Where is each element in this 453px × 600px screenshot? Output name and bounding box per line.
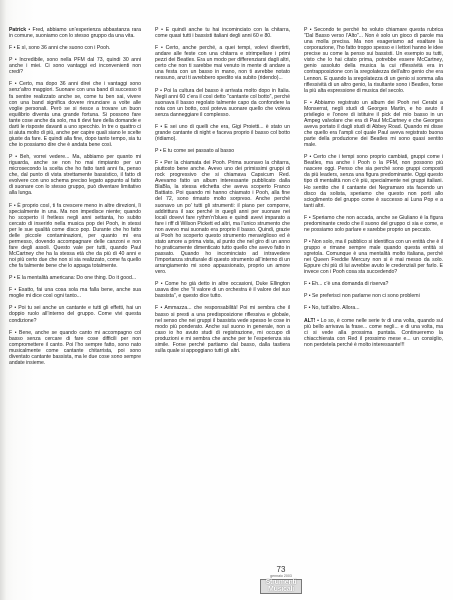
interview-paragraph: [9, 27, 141, 39]
paragraph-text: F • Certo, ma dopo 36 anni direi che i vantaggi sono senz’altro maggiori. Suonare con una band di successo ti fa sentire realizzato anche se, come tu ben sai, vivere con una band significa dovere rinunciare a volte alle voglie personali. Però se si riesce a trovare un buon equilibrio diventa una grande fortuna. Si possono fare tante cose anche da solo, ma ti devi fare della domande e darti le risposte davanti a uno specchio. In tre o quattro ci si aiuta molto di più, anche per capire quali siano le scelte giuste da fare. E quindi alla fine, dopo tanto tempo, sia tu che io possiamo dire che è andata bene così.: [9, 81, 141, 148]
paragraph-text: F • Esatto, fai una cosa sola ma falla bene, anche sua moglie mi dice così ogni tanto...: [9, 287, 141, 300]
issue-date: gennaio 2003: [270, 574, 292, 578]
interview-paragraph: [304, 293, 443, 299]
paragraph-text: F • Speriamo che non accada, anche se Giuliano è la figura predominante credo che il suono del gruppo ci sia e come, e ne possiamo solo parlare e sarebbe proprio un peccato.: [304, 214, 443, 233]
paragraph-text: P • Non solo, ma il pubblico si identifica con un entità che è il gruppo e rimane sempre male quando questa entità si sgretola. Comunque è una mentalità molto italiana, perché nei Queen Freddie Mercury non si è mai messo da solo. Eppure chi più di lui avrebbe avuto le credenziali per farlo. E invece con i Pooh cosa sta succedendo?: [304, 238, 443, 276]
text-column-2: [155, 27, 290, 360]
page-folio: [255, 566, 307, 594]
paragraph-text: P • Incredibile, sono nella PFM dal 73, quindi 30 anni anche i miei. Ci sono vantaggi ed inconvenienti non credi?: [9, 57, 141, 76]
interview-paragraph: [9, 275, 141, 281]
paragraph-text: F • E sei uno di quelli che era, Gigi Proietti... è stato un grande cantante di night e faceva proprio il basso col botto (ridiamo).: [155, 123, 290, 142]
interview-paragraph: [9, 330, 141, 366]
paragraph-text: F • Per la chiamata dei Pooh. Prima suonavo la chitarra, piuttosto bene anche. Avevo uno dei primissimi gruppi di rock progressivo che si chiamava Capsicum Red. Avevamo fatto un album interessante pubblicato dalla BlaBla, la stessa etichetta che aveva scoperto Franco Battiato. Poi quando mi hanno chiamato i Pooh, alla fine del 72, sono rimasto molto sorpreso. Anche perché suonavo un po’ tutti gli strumenti: il piano per comporre, addirittura il sax perché in quegli anni per suonare nei locali dovevi fare rythm’n’blues e quindi avevi imparato a fare i riff di Wilson Pickett ed altri, ma l’unico strumento che non avevo mai suonato era proprio il basso. Quindi, grazie ai Pooh ho scoperto questo strumento meraviglioso ed è stato amore a prima vista, al punto che nel giro di un anno ho praticamente dimenticato tutto quello che avevo fatto in passato. Quando ho incominciato ad intravedere l’importanza strutturale di questo strumento all’interno di un arrangiamento mi sono appassionato, proprio un amore vero.: [155, 160, 290, 276]
paragraph-text: P • E la mentalità americana: Do one thing. Do it good...: [9, 275, 137, 282]
interview-paragraph: [304, 318, 443, 348]
interview-paragraph: [9, 203, 141, 270]
interview-paragraph: [155, 27, 290, 39]
interview-paragraph: [304, 305, 443, 311]
interview-paragraph: [9, 305, 141, 323]
interview-paragraph: [155, 124, 290, 142]
interview-paragraph: [304, 100, 443, 149]
interview-paragraph: [304, 27, 443, 94]
paragraph-text: P • E tu come sei passato al basso: [155, 148, 235, 154]
interview-paragraph: [155, 88, 290, 118]
interview-paragraph: [304, 239, 443, 275]
paragraph-text: P • Beh, vorrei vedere... Ma, abbiamo per quanto mi riguarda, anche se non ho mai rimpianto per un microsecondo la scelta che ho fatto tanti anni fa, penso che, dal punto di vista strettamente bassistico, il fatto di evolvere con uno schema preciso legato appunto al fatto di suonare con lo stesso gruppo, può diventare limitativo alla lunga.: [9, 154, 141, 197]
text-column-3: [304, 27, 443, 354]
magazine-logo: [260, 579, 302, 594]
paragraph-text: F • E sì, sono 36 anni che suono con i Pooh.: [9, 45, 111, 52]
interview-paragraph: [304, 215, 443, 233]
paragraph-text: F • È proprio così, ti fa crescere meno in altre direzioni, lì specialmente in una. Ma non impedisce niente; quando ho scoperto il fretless negli anni settanta, ho subito cercato di inserirlo nella musica pop dei Pooh, in stessi per le sue qualità come disco pop. Durante che ho fatto delle piccole contaminazioni, per quanto mi era permesso, dovendo accompagnare delle canzoni e non fare degli assoli. Questo vale per tutti, quando Paul McCartney che ha la stessa età che da più di 40 anni e noi più certo due che non si sia realizzato, come fa quello che fa talmente bene che lo appaga totalmente.: [9, 202, 141, 270]
paragraph-text: F • Bene, anche se quando canto mi accompagno col basso senza cercare di fare cose difficili per non compromettere il canto. Poi l’ho sempre fatto, sono nato musicalmente come cantante chitarrista, poi sono diventato cantante bassista, ma le due cose sono sempre andate insieme.: [9, 329, 141, 366]
interview-paragraph: [9, 45, 141, 51]
interview-paragraph: [304, 281, 443, 287]
paragraph-text: P • Poi tu sei anche un cantante e tutti gli effetti, hai un doppio ruolo all’interno del gruppo. Come vivi questa condizione?: [9, 305, 141, 324]
paragraph-text: F • Eh... c’è una domanda di riserva?: [304, 281, 389, 288]
interview-paragraph: [155, 160, 290, 275]
paragraph-text: F • Certo, anche perché, a quei tempi, volevi divertirti, andare alle feste con una chitarra e strimpellare i primi pezzi dei Beatles. Era un modo per differenziarsi dagli altri, certo che non ti sarebbe mai venuto in mente di andare a una festa con un basso in mano, non ti avrebbe notato nessuno, anzi ti avrebbero spedito via subito (ridendo)...: [155, 45, 290, 82]
paragraph-text: P • Se preferisci non parlarne non ci sono problemi: [304, 293, 420, 300]
magazine-logo-line-2: Musicali: [267, 585, 295, 593]
paragraph-text: P • Secondo te perché ho voluto chiamare questa rubrica “Dal Basso verso l’Alto”... Non è solo un gioco di parole ma una molla precisa. Ma non esageriamo ad esaltare la corporazione, l’ho fatto troppo spesso e i lettori hanno le idee precise su come la penso sui bassisti. Un esempio su tutti, visto che lo hai citato prima, potrebbe essere McCartney, genio assoluto della musica la cui riflessività era in contrapposizione con la sregolatezza dell’altro genio che era Lennon. E quando la sregolatezza di un genio si somma alla riflessività di un altro genio, la risultante sono i Beatles, forse la più alta espressione di musica del secolo.: [304, 27, 443, 94]
paragraph-text: P • Certo che i tempi sono proprio cambiati, gruppi come i Beatles, ma anche i Pooh o la PFM, non possono più nascere oggi. Penso che sia perché sono gruppi composti da più leaders, senza una figura predominante. Oggi questo tipo di mentalità non c’è più, specialmente nei gruppi italiani. Ho sentito che il cantante dei Negramaro sta facendo un disco da solista, speriamo che questo non porti allo scioglimento del gruppo come è successo ai Luna Pop e a tanti altri.: [304, 154, 443, 209]
magazine-logo-line-1: Strumenti: [265, 579, 297, 586]
interview-paragraph: [155, 148, 290, 154]
interview-paragraph: [155, 305, 290, 354]
paragraph-text: P • Come ho già detto in altre occasioni, Duke Ellington usava dire che “il valore di un orchestra è il valore del suo bassista”, e questo dice tutto.: [155, 281, 290, 300]
paragraph-text: P • Poi la cultura del basso è arrivata molto dopo in Italia. Negli anni 60 c’era il così detto “cantante col botto”, perché suonava il basso regolato talmente capo da confondere la nota con un botto, così poteva suonare quello che voleva senza danneggiare il complesso.: [155, 87, 290, 118]
interview-paragraph: [155, 45, 290, 81]
text-column-1: [9, 27, 141, 372]
paragraph-text: P • E quindi anche tu hai incominciato con la chitarra, come quasi tutti i bassisti italiani degli anni 60 e 80.: [155, 27, 290, 40]
paragraph-text: • Lo so, è come nelle serie tv di una volta, quando sul più bello arrivava la frase... come negli... e di una volta, ma ci si vede alla prossima puntata. Continueremo la chiacchierata con Red il prossimo mese e... un consiglio, non perdetela perché è molto interessante!!!: [304, 317, 443, 348]
paragraph-text: F • No, tutt’altro. Allora...: [304, 305, 360, 312]
interview-paragraph: [9, 57, 141, 75]
paragraph-text: F • Ammazza... che responsabilità! Poi mi sembra che il basso si presti a una predisposizione riflessiva e globale, nel senso che nei gruppi il bassista vede spesso le cose in modo più ponderato. Anche sul suono in generale, non a caso io ho avuto studi di registrazione, mi occupo di produzioni e mi sembra che anche per te l’esperienza sia simile. Forse perché partiamo dal basso, dalla tastiera sulla quale si appoggiano tutti gli altri.: [155, 305, 290, 354]
interview-paragraph: [155, 281, 290, 299]
page-number: 73: [276, 565, 286, 574]
interview-paragraph: [9, 154, 141, 196]
speaker-label: ALT!: [304, 317, 316, 324]
paragraph-text: • Fred, abbiamo un’esperienza abbastanza rara in comune, suoniamo con lo stesso gruppo da una vita.: [9, 27, 141, 40]
speaker-label: Patrick: [9, 27, 27, 33]
interview-paragraph: [304, 154, 443, 209]
paragraph-text: F • Abbiamo registrato un album dei Pooh nei Cerabi a Monserrat, negli studi di Georges Martin, e ho avuto il privilegio e l’onore di istituire il pick del mio basso in un Ampeg valvolare che era di Paul McCartney e che Georges aveva portato il dagli studi di Abbey Road. Quando mi disse che quello era l’ampli col quale Paul aveva registrato buona parte della produzione dei Beatles mi sono quasi sentito male.: [304, 99, 443, 149]
interview-paragraph: [9, 287, 141, 299]
page-gutter-shadow: [0, 0, 6, 600]
interview-paragraph: [9, 81, 141, 148]
